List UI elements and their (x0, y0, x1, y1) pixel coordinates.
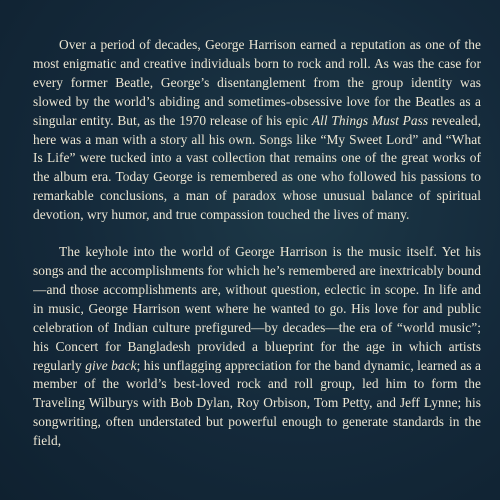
give-back-italic: give back (85, 357, 137, 373)
paragraph-2-text-b: ; his unflagging appreciation for the band dynamic, learned as a member of the world’s best-loved rock and roll group, led him to form the Traveling Wilburys with Bob Dylan, Roy Orbison, Tom Petty, and Jeff Lynne; his songwriting, often understated but powerful enough to generate standards in the field, (33, 357, 481, 449)
text-page (33, 36, 481, 496)
paragraph-1-text-a: Over a period of decades, George Harrison earned a reputation as one of the most enigmatic and creative individuals born to rock and roll. As was the case for every former Beatle, George’s disentanglement from the group identity was slowed by the world’s abiding and sometimes-obsessive love for the Beatles as a singular entity. But, as the 1970 release of his epic (33, 37, 481, 128)
album-title-italic: All Things Must Pass (311, 112, 429, 128)
paragraph-2 (33, 243, 481, 451)
paragraph-1-text-b: revealed, here was a man with a story all his own. Songs like “My Sweet Lord” and “What Is Life” were tucked into a vast collection that remains one of the great works of the album era. Today George is remembered as one who followed his passions to remarkable conclusions, a man of paradox whose unusual balance of spiritual devotion, wry humor, and true compassion touched the lives of many. (33, 112, 481, 223)
paragraph-2-text-a: The keyhole into the world of George Harrison is the music itself. Yet his songs and the accomplishments for which he’s remembered are inextricably bound—and those accomplishments are, without question, eclectic in scope. In life and in music, George Harrison went where he wanted to go. His love for and public celebration of Indian culture prefigured—by decades—the era of “world music”; his Concert for Bangladesh provided a blueprint for the age in which artists regularly (33, 244, 481, 373)
paragraph-1 (33, 36, 481, 225)
